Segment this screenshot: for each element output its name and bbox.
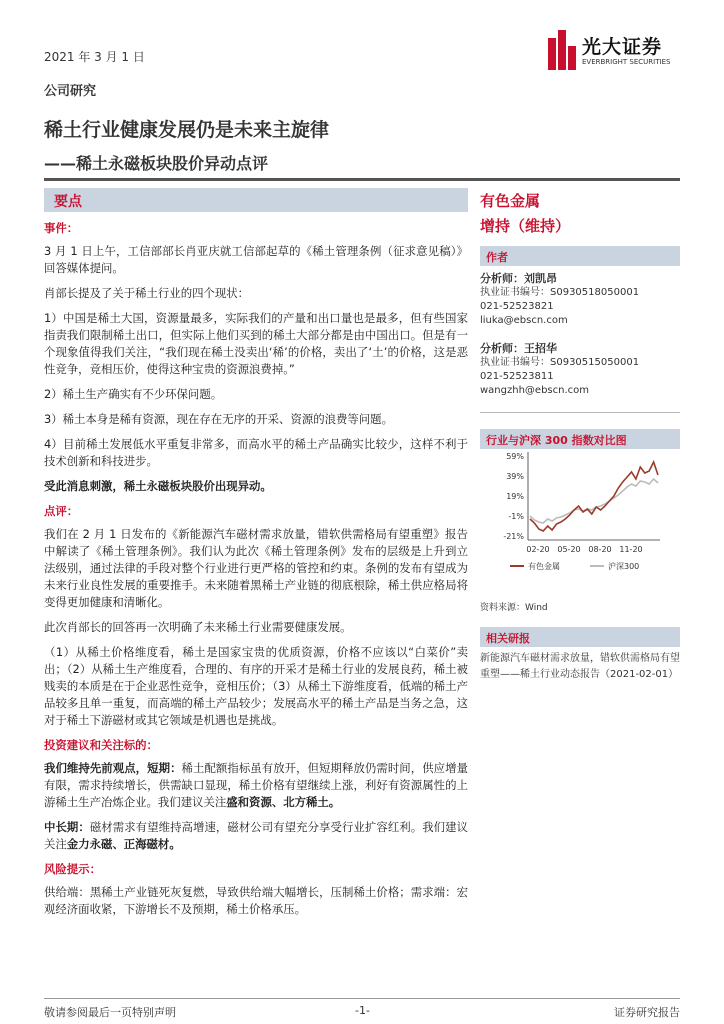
short-term-lead: 我们维持先前观点，短期： (44, 761, 182, 775)
header-divider (44, 178, 680, 181)
comment-heading: 点评： (44, 504, 79, 518)
sidebar (480, 190, 680, 449)
page-number: -1- (355, 1004, 370, 1017)
mid-term-targets: 金力永磁、正海磁材。 (66, 837, 181, 851)
report-subtitle: ——稀土永磁板块股价异动点评 (44, 154, 269, 173)
analyst-2-phone: 021-52523811 (480, 371, 554, 382)
sidebar-divider (480, 412, 680, 413)
chart-label: 行业与沪深 300 指数对比图 (486, 434, 627, 447)
x-tick-label: 05-20 (557, 545, 581, 554)
analyst-1-phone: 021-52523821 (480, 301, 554, 312)
logo-text-en: EVERBRIGHT SECURITIES (582, 58, 671, 66)
logo-mark-icon (548, 30, 576, 70)
event-heading: 事件： (44, 221, 79, 235)
author-bar (480, 246, 680, 266)
related-bar (480, 627, 680, 647)
footer-report-type: 证券研究报告 (614, 1006, 680, 1019)
footer-divider (44, 998, 680, 999)
sector-name: 有色金属 (480, 192, 541, 210)
invest-heading: 投资建议和关注标的： (44, 738, 158, 752)
short-term-paragraph (44, 760, 468, 811)
logo-text-cn: 光大证券 (582, 36, 663, 58)
point-2: 2）稀土生产确实有不少环保问题。 (44, 387, 223, 401)
related-report-link[interactable]: 新能源汽车磁材需求放量，错软供需格局有望重塑——稀土行业动态报告（2021-02-01） (480, 653, 680, 680)
comparison-chart (480, 448, 680, 598)
footer-disclaimer[interactable]: 敬请参阅最后一页特别声明 (44, 1006, 176, 1019)
y-tick-label: -1% (508, 512, 524, 521)
short-term-text: 稀土配额指标虽有放开，但短期释放仍需时间，供应增量有限，需求持续增长，供需缺口显现，稀土价格有望继续上涨，利好有资源属性的上游稀土生产冶炼企业。我们建议关注 (44, 761, 468, 809)
y-tick-label: -21% (503, 532, 524, 541)
event-paragraph: 3 月 1 日上午，工信部部长肖亚庆就工信部起草的《稀土管理条例（征求意见稿）》回答媒体提问。 (44, 244, 468, 275)
author-label: 作者 (486, 251, 508, 264)
x-tick-label: 11-20 (619, 545, 643, 554)
legend-label: 有色金属 (528, 562, 560, 571)
comment-paragraph-2: 此次肖部长的回答再一次明确了未来稀土行业需要健康发展。 (44, 620, 352, 634)
chart-source: 资料来源：Wind (480, 603, 548, 613)
y-tick-label: 59% (506, 452, 524, 461)
report-category: 公司研究 (44, 84, 97, 99)
report-body (44, 220, 468, 926)
legend-label: 沪深300 (608, 562, 640, 571)
series-line (530, 462, 658, 531)
point-3: 3）稀土本身是稀有资源，现在存在无序的开采、资源的浪费等问题。 (44, 412, 393, 426)
comment-paragraph-3: （1）从稀土价格维度看，稀土是国家宝贵的优质资源，价格不应该以“白菜价”卖出；（2）从稀土生产维度看，合理的、有序的开采才是稀土行业的发展良药，稀土被贱卖的本质是在于企业恶性竞争，竞相压价；（3）从稀土下游维度看，低端的稀土产品较多且单一重复，而高端的稀土产品较少；发展高水平的稀土产品是当务之急，这对于稀土下游磁材或其它领域是机遇也是挑战。 (44, 645, 468, 727)
risk-paragraph: 供给端：黑稀土产业链死灰复燃，导致供给端大幅增长，压制稀土价格；需求端：宏观经济面收紧，下游增长不及预期，稀土价格承压。 (44, 885, 468, 916)
key-points-label: 要点 (54, 194, 82, 210)
point-4: 4）目前稀土发展低水平重复非常多，而高水平的稀土产品确实比较少，这样不利于技术创新和科技进步。 (44, 437, 468, 468)
analyst-2-cert: 执业证书编号：S0930515050001 (480, 357, 640, 368)
key-points-bar (44, 188, 468, 212)
mid-term-paragraph (44, 819, 468, 853)
related-label: 相关研报 (486, 632, 530, 645)
analyst-1-cert: 执业证书编号：S0930518050001 (480, 287, 640, 298)
company-logo (548, 30, 698, 74)
event-intro: 肖部长提及了关于稀土行业的四个现状： (44, 286, 250, 300)
mid-term-text: 磁材需求有望维持高增速，磁材公司有望充分享受行业扩容红利。我们建议关注 (44, 820, 468, 851)
report-date: 2021 年 3 月 1 日 (44, 50, 145, 64)
analyst-1-email[interactable]: liuka@ebscn.com (480, 315, 568, 326)
point-1: 1）中国是稀土大国，资源量最多，实际我们的产量和出口量也是最多，但有些国家指责我们限制稀土出口，但实际上他们买到的稀土大部分都是由中国出口。但是有一个现象值得我们关注，“我们现在稀土没卖出‘稀’的价格，卖出了‘土’的价格，这是恶性竞争，竞相压价，使得这种宝贵的资源浪费掉。” (44, 311, 468, 376)
y-tick-label: 39% (506, 472, 524, 481)
short-term-targets: 盛和资源、北方稀土。 (226, 795, 341, 809)
y-tick-label: 19% (506, 492, 524, 501)
sidebar-lower (480, 600, 680, 683)
report-title: 稀土行业健康发展仍是未来主旋律 (44, 119, 330, 141)
analyst-2-email[interactable]: wangzhh@ebscn.com (480, 385, 589, 396)
rating: 增持（维持） (480, 217, 571, 235)
series-line (530, 479, 658, 523)
analyst-2-name: 分析师：王招华 (480, 342, 557, 355)
x-tick-label: 02-20 (526, 545, 550, 554)
chart-bar (480, 429, 680, 449)
mid-term-lead: 中长期： (44, 820, 90, 834)
x-tick-label: 08-20 (588, 545, 612, 554)
analyst-2 (480, 342, 680, 398)
event-conclusion: 受此消息刺激，稀土永磁板块股价出现异动。 (44, 479, 272, 493)
analyst-1-name: 分析师：刘凯昂 (480, 272, 557, 285)
analyst-1 (480, 272, 680, 328)
risk-heading: 风险提示： (44, 862, 101, 876)
comment-paragraph-1: 我们在 2 月 1 日发布的《新能源汽车磁材需求放量，错软供需格局有望重塑》报告中解读了《稀土管理条例》。我们认为此次《稀土管理条例》发布的层级是上升到立法级别，通过法律的手段对整个行业进行更严格的管控和约束。条例的发布有望成为未来行业良性发展的重要推手。未来随着黑稀土产业链的彻底根除，稀土供应格局将变得更加健康和清晰化。 (44, 527, 468, 609)
